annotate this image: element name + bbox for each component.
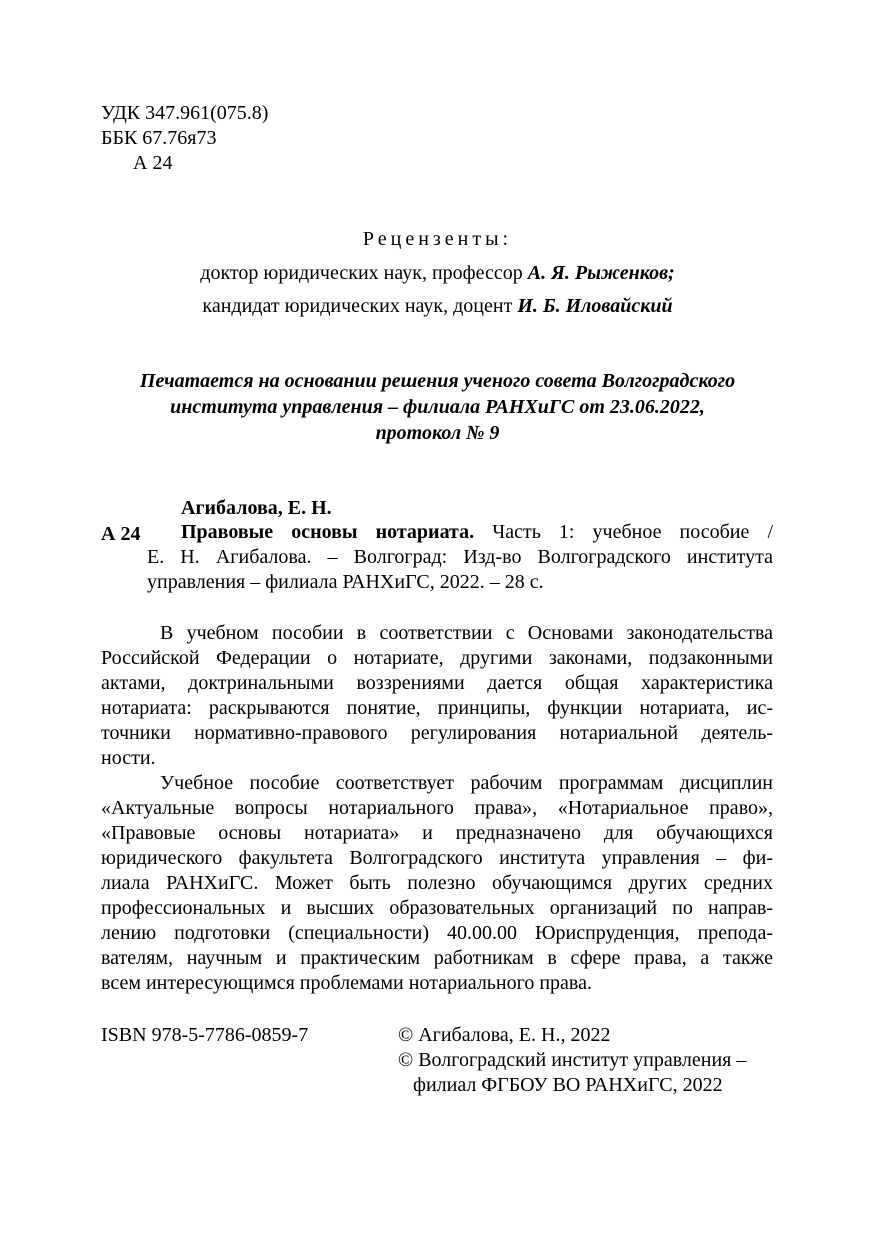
isbn: ISBN 978-5-7786-0859-7: [101, 1024, 309, 1046]
copyright-institute-cont: филиал ФГБОУ ВО РАНХиГС, 2022: [413, 1074, 723, 1096]
annotation-p1-line-2: Российской Федерации о нотариате, другими законами, подзаконными: [101, 647, 773, 669]
annotation-p1-line-4: нотариата: раскрываются понятие, принципы, функции нотариата, ис-: [101, 697, 773, 719]
bib-mark: А 24: [101, 523, 141, 545]
annotation-p2-line-3: «Правовые основы нотариата» и предназначено для обучающихся: [101, 822, 773, 844]
annotation-p1-line-6: ности.: [101, 747, 156, 769]
bib-line-1: [181, 520, 773, 545]
annotation-p2-line-2: «Актуальные вопросы нотариального права», «Нотариальное право»,: [101, 797, 773, 819]
copyright-author: © Агибалова, Е. Н., 2022: [398, 1024, 611, 1046]
author-mark: А 24: [133, 152, 173, 174]
annotation-p2-line-9: всем интересующимся проблемами нотариального права.: [101, 972, 592, 994]
bib-title: Правовые основы нотариата.: [181, 521, 475, 543]
annotation-p2-line-7: лению подготовки (специальности) 40.00.00 Юриспруденция, препода-: [101, 922, 773, 944]
approval-line-2: института управления – филиала РАНХиГС от 23.06.2022,: [170, 396, 705, 418]
reviewer-2-title: кандидат юридических наук, доцент: [202, 295, 513, 317]
bib-line-2: Е. Н. Агибалова. – Волгоград: Изд-во Волгоградского института: [147, 546, 773, 568]
reviewer-1-name: А. Я. Рыженков;: [527, 262, 675, 284]
annotation-p2-line-6: профессиональных и высших образовательных организаций по направ-: [101, 897, 773, 919]
reviewer-2: [0, 295, 875, 318]
reviewers-heading: Рецензенты:: [362, 228, 513, 250]
annotation-p2-line-4: юридического факультета Волгоградского института управления – фи-: [101, 847, 773, 869]
approval-line-3: протокол № 9: [375, 422, 500, 444]
reviewer-1: [0, 262, 875, 285]
reviewer-1-title: доктор юридических наук, профессор: [200, 262, 523, 284]
udk-code: УДК 347.961(075.8): [101, 102, 269, 124]
annotation-p2-line-8: вателям, научным и практическим работникам в сфере права, а также: [101, 947, 773, 969]
bib-line-1-rest: Часть 1: учебное пособие /: [492, 521, 774, 543]
annotation-p2-line-5: лиала РАНХиГС. Может быть полезно обучающимся других средних: [101, 872, 773, 894]
annotation-p1-line-1: В учебном пособии в соответствии с Основами законодательства: [160, 622, 773, 644]
annotation-p1-line-5: точники нормативно-правового регулирования нотариальной деятель-: [101, 722, 773, 744]
approval-line-1: Печатается на основании решения ученого совета Волгоградского: [139, 370, 736, 392]
annotation-p1-line-3: актами, доктринальными воззрениями дается общая характеристика: [101, 672, 773, 694]
reviewer-2-name: И. Б. Иловайский: [517, 295, 673, 317]
bib-line-3: управления – филиала РАНХиГС, 2022. – 28 с.: [147, 571, 544, 593]
bbk-code: ББК 67.76я73: [101, 127, 217, 149]
bib-author: Агибалова, Е. Н.: [181, 497, 332, 519]
annotation-p2-line-1: Учебное пособие соответствует рабочим программам дисциплин: [160, 772, 773, 794]
copyright-institute: © Волгоградский институт управления –: [398, 1049, 747, 1071]
